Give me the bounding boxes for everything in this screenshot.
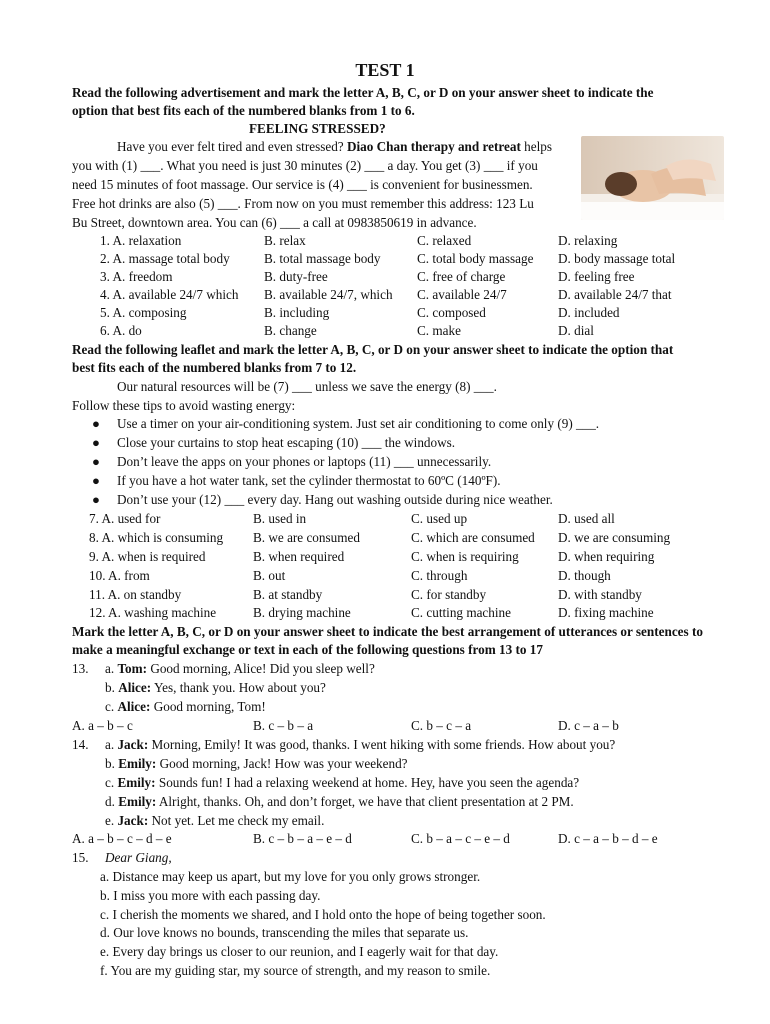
q15-line-b: b. I miss you more with each passing day. (100, 888, 321, 903)
q4-option-d[interactable]: D. available 24/7 that (558, 287, 672, 302)
line-text: Alright, thanks. Oh, and don’t forget, we have that client presentation at 2 PM. (156, 794, 574, 809)
q15-number: 15. (72, 850, 89, 865)
line-label: b. (105, 756, 119, 771)
q12-option-a[interactable]: 12. A. washing machine (89, 605, 217, 620)
advert-brand: Diao Chan therapy and retreat (346, 139, 521, 154)
q11-option-a[interactable]: 11. A. on standby (89, 587, 182, 602)
line-label: b. (105, 680, 119, 695)
advert-line-1-end: helps (520, 139, 552, 154)
line-label: c. (105, 699, 118, 714)
speaker: Emily: (118, 794, 157, 809)
q5-option-b[interactable]: B. including (264, 305, 330, 320)
part2-instruction-line2: best fits each of the numbered blanks from 7 to 12. (72, 360, 357, 375)
q3-option-d[interactable]: D. feeling free (558, 269, 635, 284)
q6-option-d[interactable]: D. dial (558, 323, 594, 338)
q4-option-a[interactable]: 4. A. available 24/7 which (100, 287, 239, 302)
q10-option-a[interactable]: 10. A. from (89, 568, 150, 583)
page-title: TEST 1 (355, 60, 415, 80)
q8-option-c[interactable]: C. which are consumed (411, 530, 535, 545)
q7-option-b[interactable]: B. used in (253, 511, 307, 526)
leaflet-follow: Follow these tips to avoid wasting energy: (72, 398, 296, 413)
tip-2: Close your curtains to stop heat escaping (10) ___ the windows. (117, 435, 456, 450)
part3-instruction-line1: Mark the letter A, B, C, or D on your answer sheet to indicate the best arrangement of utterances or sentences to (72, 624, 703, 639)
part3-instruction-line2: make a meaningful exchange or text in each of the following questions from 13 to 17 (72, 642, 543, 657)
advert-line-5: Bu Street, downtown area. You can (6) ___ a call at 0983850619 in advance. (72, 215, 477, 230)
advert-line-1-text: Have you ever felt tired and even stressed? (117, 139, 347, 154)
q14-option-d[interactable]: D. c – a – b – d – e (558, 831, 658, 846)
line-label: a. (105, 737, 118, 752)
q8-option-d[interactable]: D. we are consuming (558, 530, 671, 545)
part2-instruction-line1: Read the following leaflet and mark the letter A, B, C, or D on your answer sheet to indicate the option that (72, 342, 674, 357)
q6-option-a[interactable]: 6. A. do (100, 323, 142, 338)
line-text: Sounds fun! I had a relaxing weekend at home. Hey, have you seen the agenda? (155, 775, 580, 790)
q8-option-b[interactable]: B. we are consumed (253, 530, 360, 545)
spa-massage-photo (581, 136, 724, 220)
bullet-icon: ● (92, 492, 100, 507)
speaker: Alice: (118, 680, 152, 695)
q14-line-d (105, 794, 574, 810)
q8-option-a[interactable]: 8. A. which is consuming (89, 530, 224, 545)
q9-option-b[interactable]: B. when required (253, 549, 345, 564)
q1-option-b[interactable]: B. relax (264, 233, 306, 248)
q5-option-d[interactable]: D. included (558, 305, 620, 320)
line-text: Morning, Emily! It was good, thanks. I went hiking with some friends. How about you? (148, 737, 616, 752)
speaker: Jack: (117, 813, 149, 828)
bullet-icon: ● (92, 435, 100, 450)
q6-option-c[interactable]: C. make (417, 323, 461, 338)
q7-option-d[interactable]: D. used all (558, 511, 615, 526)
q13-line-a (105, 661, 375, 677)
speaker: Jack: (117, 737, 149, 752)
line-text: Good morning, Jack! How was your weekend? (156, 756, 408, 771)
q10-option-d[interactable]: D. though (558, 568, 611, 583)
line-label: c. (105, 775, 118, 790)
q15-line-c: c. I cherish the moments we shared, and I hold onto the hope of being together soon. (100, 907, 546, 922)
q15-line-f: f. You are my guiding star, my source of strength, and my reason to smile. (100, 963, 491, 978)
q3-option-b[interactable]: B. duty-free (264, 269, 328, 284)
q10-option-c[interactable]: C. through (411, 568, 468, 583)
q14-line-c (105, 775, 579, 791)
tip-4: If you have a hot water tank, set the cylinder thermostat to 60ºC (140ºF). (117, 473, 501, 488)
q12-option-b[interactable]: B. drying machine (253, 605, 351, 620)
q9-option-a[interactable]: 9. A. when is required (89, 549, 206, 564)
q14-line-a (105, 737, 615, 753)
q14-option-a[interactable]: A. a – b – c – d – e (72, 831, 172, 846)
bullet-icon: ● (92, 416, 100, 431)
advert-line-3: need 15 minutes of foot massage. Our service is (4) ___ is convenient for businessmen. (72, 177, 533, 192)
q4-option-b[interactable]: B. available 24/7, which (264, 287, 393, 302)
speaker: Tom: (117, 661, 148, 676)
advert-line-1 (117, 139, 552, 155)
q14-option-b[interactable]: B. c – b – a – e – d (253, 831, 352, 846)
q14-line-e (105, 813, 324, 829)
q15-line-d: d. Our love knows no bounds, transcending the miles that separate us. (100, 925, 469, 940)
advert-line-2: you with (1) ___. What you need is just 30 minutes (2) ___ a day. You get (3) ___ if you (72, 158, 538, 173)
q14-number: 14. (72, 737, 89, 752)
q3-option-a[interactable]: 3. A. freedom (100, 269, 173, 284)
q13-line-b (105, 680, 326, 696)
leaflet-intro: Our natural resources will be (7) ___ unless we save the energy (8) ___. (117, 379, 497, 394)
q11-option-d[interactable]: D. with standby (558, 587, 642, 602)
q15-line-e: e. Every day brings us closer to our reunion, and I eagerly wait for that day. (100, 944, 499, 959)
q1-option-a[interactable]: 1. A. relaxation (100, 233, 182, 248)
advert-heading: FEELING STRESSED? (249, 121, 386, 136)
q13-number: 13. (72, 661, 89, 676)
q2-option-b[interactable]: B. total massage body (264, 251, 381, 266)
tip-3: Don’t leave the apps on your phones or laptops (11) ___ unnecessarily. (117, 454, 492, 469)
line-label: d. (105, 794, 119, 809)
q2-option-a[interactable]: 2. A. massage total body (100, 251, 230, 266)
q4-option-c[interactable]: C. available 24/7 (417, 287, 507, 302)
q7-option-c[interactable]: C. used up (411, 511, 468, 526)
speaker: Alice: (117, 699, 151, 714)
speaker: Emily: (117, 775, 156, 790)
q9-option-d[interactable]: D. when requiring (558, 549, 655, 564)
q5-option-c[interactable]: C. composed (417, 305, 486, 320)
line-label: e. (105, 813, 118, 828)
q1-option-d[interactable]: D. relaxing (558, 233, 618, 248)
part1-instruction-line1: Read the following advertisement and mark the letter A, B, C, or D on your answer sheet to indicate the (72, 85, 654, 100)
q10-option-b[interactable]: B. out (253, 568, 286, 583)
q13-option-b[interactable]: B. c – b – a (253, 718, 314, 733)
q5-option-a[interactable]: 5. A. composing (100, 305, 187, 320)
tip-5: Don’t use your (12) ___ every day. Hang out washing outside during nice weather. (117, 492, 553, 507)
line-label: a. (105, 661, 118, 676)
line-text: Good morning, Tom! (150, 699, 266, 714)
advert-line-4: Free hot drinks are also (5) ___. From now on you must remember this address: 123 Lu (72, 196, 534, 211)
q1-option-c[interactable]: C. relaxed (417, 233, 472, 248)
q14-option-c[interactable]: C. b – a – c – e – d (411, 831, 510, 846)
bullet-icon: ● (92, 454, 100, 469)
q15-salutation: Dear Giang, (105, 850, 172, 865)
q11-option-c[interactable]: C. for standby (411, 587, 487, 602)
q3-option-c[interactable]: C. free of charge (417, 269, 506, 284)
speaker: Emily: (118, 756, 157, 771)
bullet-icon: ● (92, 473, 100, 488)
part1-instruction-line2: option that best fits each of the numbered blanks from 1 to 6. (72, 103, 415, 118)
q11-option-b[interactable]: B. at standby (253, 587, 323, 602)
q2-option-c[interactable]: C. total body massage (417, 251, 534, 266)
q13-option-c[interactable]: C. b – c – a (411, 718, 472, 733)
line-text: Good morning, Alice! Did you sleep well? (147, 661, 375, 676)
tip-1: Use a timer on your air-conditioning system. Just set air conditioning to come only (9) ___. (117, 416, 600, 431)
q14-line-b (105, 756, 408, 772)
q9-option-c[interactable]: C. when is requiring (411, 549, 519, 564)
q12-option-d[interactable]: D. fixing machine (558, 605, 654, 620)
q2-option-d[interactable]: D. body massage total (558, 251, 676, 266)
q13-option-a[interactable]: A. a – b – c (72, 718, 133, 733)
q13-line-c (105, 699, 266, 715)
q12-option-c[interactable]: C. cutting machine (411, 605, 511, 620)
line-text: Not yet. Let me check my email. (148, 813, 325, 828)
q6-option-b[interactable]: B. change (264, 323, 317, 338)
line-text: Yes, thank you. How about you? (151, 680, 326, 695)
q15-line-a: a. Distance may keep us apart, but my love for you only grows stronger. (100, 869, 481, 884)
q13-option-d[interactable]: D. c – a – b (558, 718, 619, 733)
q7-option-a[interactable]: 7. A. used for (89, 511, 161, 526)
